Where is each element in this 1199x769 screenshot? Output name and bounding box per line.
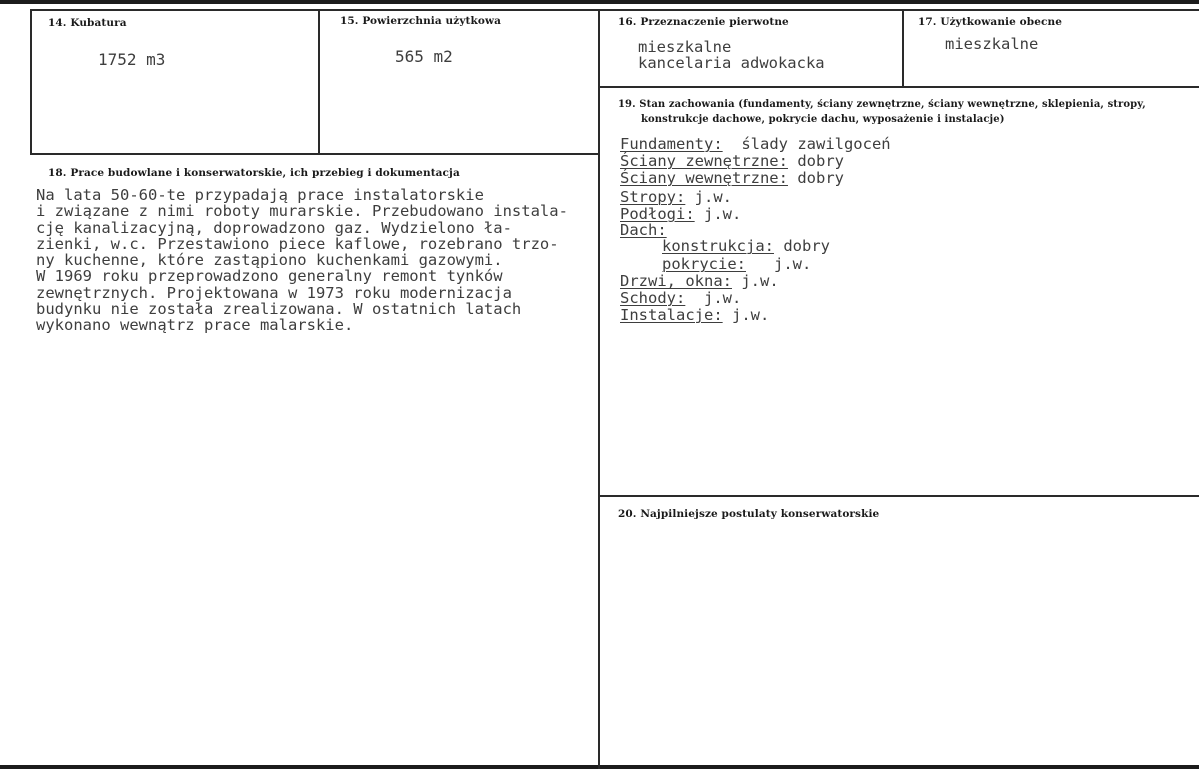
field-20-label: 20. Najpilniejsze postulaty konserwatorskie (618, 508, 880, 520)
condition-row (620, 190, 732, 205)
condition-row (620, 207, 741, 222)
condition-key: Stropy: (620, 188, 686, 206)
condition-value: j.w. (694, 188, 732, 206)
row-divider-16-19 (598, 86, 1199, 88)
condition-key: Schody: (620, 289, 686, 307)
field-16-line-2: kancelaria adwokacka (638, 54, 825, 72)
field-18-line: zienki, w.c. Przestawiono piece kaflowe, rozebrano trzo- (36, 235, 559, 253)
field-15-value: 565 m2 (395, 47, 453, 66)
condition-value: j.w. (732, 306, 770, 324)
field-19-label-line-2: konstrukcje dachowe, pokrycie dachu, wyposażenie i instalacje) (641, 114, 1005, 125)
field-18-line: W 1969 roku przeprowadzono generalny remont tynków (36, 267, 503, 285)
col-divider-16-17 (902, 9, 904, 88)
condition-key: Dach: (620, 221, 667, 239)
field-17-label: 17. Użytkowanie obecne (918, 16, 1063, 28)
condition-value: dobry (797, 152, 844, 170)
condition-row (620, 137, 891, 152)
condition-key: konstrukcja: (662, 237, 774, 255)
condition-value: ślady zawilgoceń (741, 135, 891, 153)
field-16-label: 16. Przeznaczenie pierwotne (618, 16, 789, 28)
condition-key: Instalacje: (620, 306, 723, 324)
condition-key: Fundamenty: (620, 135, 723, 153)
condition-value: dobry (783, 237, 830, 255)
row-divider-19-20 (598, 495, 1199, 497)
condition-value: dobry (797, 169, 844, 187)
condition-row (620, 308, 769, 323)
condition-row (620, 223, 667, 238)
condition-key: pokrycie: (662, 255, 746, 273)
condition-key: Ściany zewnętrzne: (620, 152, 788, 170)
field-18-line: i związane z nimi roboty murarskie. Przebudowano instala- (36, 202, 568, 220)
condition-key: Ściany wewnętrzne: (620, 169, 788, 187)
field-18-line: zewnętrznych. Projektowana w 1973 roku modernizacja (36, 284, 512, 302)
field-14-label: 14. Kubatura (48, 17, 127, 29)
row-divider-15-18 (30, 153, 600, 155)
condition-row (620, 154, 844, 169)
field-19-label-line-1: 19. Stan zachowania (fundamenty, ściany zewnętrzne, ściany wewnętrzne, sklepienia, stropy, (618, 99, 1146, 110)
field-17-value: mieszkalne (945, 35, 1039, 53)
field-16-line-1: mieszkalne (638, 38, 732, 56)
condition-value: j.w. (704, 205, 742, 223)
condition-key: Drzwi, okna: (620, 272, 732, 290)
field-18-label: 18. Prace budowlane i konserwatorskie, ich przebieg i dokumentacja (48, 167, 460, 179)
condition-row (620, 171, 844, 186)
col-divider-left-edge (30, 9, 32, 154)
field-15-label: 15. Powierzchnia użytkowa (340, 15, 502, 27)
condition-row (662, 257, 811, 272)
condition-value: j.w. (704, 289, 742, 307)
row-divider-top (30, 9, 1199, 11)
condition-key: Podłogi: (620, 205, 695, 223)
field-18-line: Na lata 50-60-te przypadają prace instalatorskie (36, 186, 484, 204)
field-18-line: budynku nie została zrealizowana. W ostatnich latach (36, 300, 522, 318)
field-14-value: 1752 m3 (98, 50, 166, 69)
col-divider-14-15 (318, 9, 320, 154)
condition-value: j.w. (741, 272, 779, 290)
field-18-line: cję kanalizacyjną, doprowadzono gaz. Wydzielono ła- (36, 219, 512, 237)
field-18-line: ny kuchenne, które zastąpiono kuchenkami gazowymi. (36, 251, 503, 269)
col-divider-main (598, 9, 600, 769)
condition-row (620, 291, 741, 306)
field-18-line: wykonano wewnątrz prace malarskie. (36, 316, 354, 334)
condition-row (662, 239, 830, 254)
condition-row (620, 274, 779, 289)
condition-value: j.w. (774, 255, 812, 273)
